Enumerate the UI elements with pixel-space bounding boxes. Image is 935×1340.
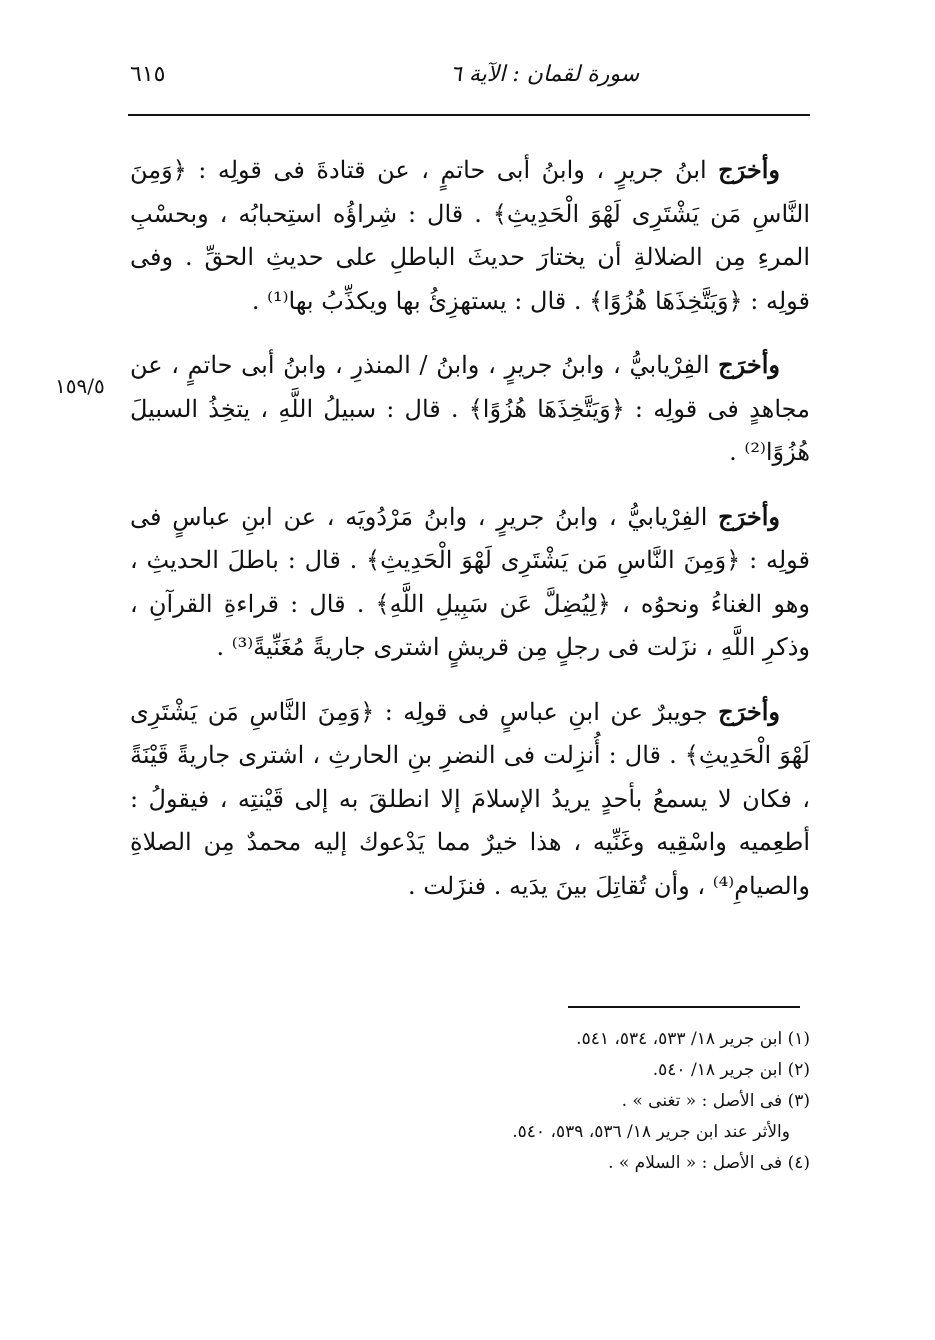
footnote: (١) ابن جرير ١٨/ ٥٣٣، ٥٣٤، ٥٤١. <box>576 1029 810 1049</box>
paragraph-text: جويبرٌ عن ابنِ عباسٍ فى قولِه : ﴿وَمِنَ النَّاسِ مَن يَشْتَرِى لَهْوَ الْحَدِيثِ﴾ . قال : أُنزِلت فى النضرِ بنِ الحارثِ ، اشترى جاريةً قَيْنَةً ، فكان لا يسمعُ بأحدٍ يريدُ الإسلامَ إلا انطلقَ به إلى قَيْنتِه ، فيقولُ : أطعِميه واسْقِيه وغَنِّيه ، هذا خيرٌ مما يَدْعوك إليه محمدٌ مِن الصلاةِ والصيامِ⁽⁴⁾ ، وأن تُقاتِلَ بينَ يدَيه . فنزَلت . <box>130 697 811 900</box>
paragraph-lead: وأخرَج <box>718 155 780 184</box>
footnote: (٣) فى الأصل : « تغنى » . <box>621 1091 810 1111</box>
paragraph-lead: وأخرَج <box>718 350 780 379</box>
paragraph-text: الفِرْيابيُّ ، وابنُ جريرٍ ، وابنُ مَرْدُويَه ، عن ابنِ عباسٍ فى قولِه : ﴿وَمِنَ النَّاسِ مَن يَشْتَرِى لَهْوَ الْحَدِيثِ﴾ . قال : باطلَ الحديثِ ، وهو الغناءُ ونحوُه ، ﴿لِيُضِلَّ عَن سَبِيلِ اللَّهِ﴾ . قال : قراءةِ القرآنِ ، وذكرِ اللَّهِ ، نزَلت فى رجلٍ مِن قريشٍ اشترى جاريةً مُغَنِّيةً⁽³⁾ . <box>130 502 810 661</box>
running-title: سورة لقمان : الآية ٦ <box>450 62 640 87</box>
paragraph <box>130 690 810 909</box>
footnote: (٤) فى الأصل : « السلام » . <box>608 1153 810 1173</box>
paragraph <box>130 343 810 475</box>
margin-reference: ١٥٩/٥ <box>55 374 105 398</box>
footnote-continuation: والأثر عند ابن جرير ١٨/ ٥٣٦، ٥٣٩، ٥٤٠. <box>512 1122 790 1142</box>
footnote: (٢) ابن جرير ١٨/ ٥٤٠. <box>652 1060 810 1080</box>
footnote-rule <box>568 1006 800 1008</box>
page-header <box>130 58 810 98</box>
paragraph <box>130 495 810 670</box>
paragraph-lead: وأخرَج <box>718 501 780 531</box>
paragraph-text: الفِرْيابيُّ ، وابنُ جريرٍ ، وابنُ / المنذرِ ، وابنُ أبى حاتمٍ ، عن مجاهدٍ فى قولِه : ﴿وَيَتَّخِذَهَا هُزُوًا﴾ . قال : سبيلُ اللَّهِ ، يتخِذُ السبيلَ هُزُوًا⁽²⁾ . <box>130 351 810 466</box>
paragraph-text: ابنُ جريرٍ ، وابنُ أبى حاتمٍ ، عن قتادةَ فى قولِه : ﴿وَمِنَ النَّاسِ مَن يَشْتَرِى لَهْوَ الْحَدِيثِ﴾ . قال : شِراؤُه استِحبابُه ، وبحسْبِ المرءِ مِن الضلالةِ أن يختارَ حديثَ الباطلِ على حديثِ الحقِّ . وفى قولِه : ﴿وَيَتَّخِذَهَا هُزُوًا﴾ . قال : يستهزِئُ بها ويكذِّبُ بها⁽¹⁾ . <box>130 156 810 315</box>
paragraph-lead: وأخرَج <box>718 696 780 726</box>
header-rule <box>128 114 810 116</box>
footnotes <box>420 1024 810 1179</box>
page-number: ٦١٥ <box>130 62 166 87</box>
main-text <box>130 148 810 928</box>
paragraph <box>130 148 810 323</box>
